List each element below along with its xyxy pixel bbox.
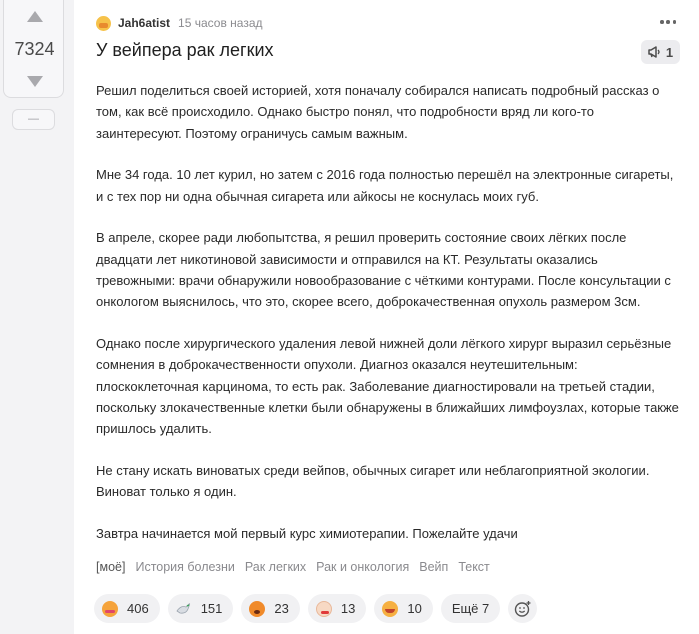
paragraph: Решил поделиться своей историей, хотя поначалу собирался написать подробный рассказ о том, как всё происходило. Однако быстро понял, что подробности вряд ли кого-то заинтересуют. Поэтому ограничусь самым важным. [96,83,660,141]
paragraph: Завтра начинается мой первый курс химиотерапии. Пожелайте удачи [96,526,518,542]
post-card [74,0,699,634]
hug-emoji-icon [102,601,118,617]
upvote-arrow-icon[interactable] [27,11,43,22]
avatar[interactable] [96,16,111,31]
tag[interactable]: Вейп [419,560,449,574]
post-title[interactable]: У вейпера рак легких [96,40,274,60]
megaphone-icon [648,46,661,58]
paragraph: Мне 34 года. 10 лет курил, но затем с 2016 года полностью перешёл на электронные сигареты, и с тех пор ни одна обычная сигарета или айкосы не коснулась моих губ. [96,167,674,204]
saves-count: 1 [665,44,674,60]
post-header [96,14,263,32]
tag[interactable]: Рак легких [244,560,307,574]
sad-emoji-icon [249,601,265,617]
laugh-emoji-icon [382,601,398,617]
tag-own[interactable]: [моё] [96,560,126,574]
more-reactions-button[interactable]: Ещё 7 [441,594,500,623]
clown-emoji-icon [316,601,332,617]
reaction-count: 406 [127,601,149,616]
dove-emoji-icon [176,601,192,617]
tag[interactable]: Текст [458,560,490,574]
paragraph: Не стану искать виноватых среди вейпов, обычных сигарет или неблагоприятной экологии. Виноват только я один. [96,463,650,500]
saves-button[interactable] [641,40,680,64]
post-time: 15 часов назад [178,16,263,30]
post-body [96,80,680,565]
reaction-count: 13 [340,601,356,616]
paragraph: Однако после хирургического удаления левой нижней доли лёгкого хирург выразил серьёзные сомнения в доброкачественности опухоли. Диагноз оказался неутешительным: плоскоклеточная карцинома, то есть рак. Заболевание диагностировали на третьей стадии, поскольку злокачественные клетки были обнаружены в ближайших лимфоузлах, которые также пришлось удалить. [96,336,679,437]
add-emoji-icon [514,600,532,618]
collapse-button[interactable]: — [12,109,55,130]
reactions-bar [94,594,537,623]
reaction-button[interactable] [94,594,160,623]
tag[interactable]: Рак и онкология [316,560,410,574]
tags-list [96,560,490,574]
more-options-icon[interactable] [660,20,676,24]
tag[interactable]: История болезни [135,560,235,574]
downvote-arrow-icon[interactable] [27,76,43,87]
reaction-count: 23 [274,601,289,616]
rating-value: 7324 [14,39,55,59]
paragraph: В апреле, скорее ради любопытства, я решил проверить состояние своих лёгких после двадцати лет никотиновой зависимости и отправился на КТ. Результаты оказались тревожными: врачи обнаружили новообразование с чёткими контурами. После консультации с онкологом выяснилось, что это, скорее всего, доброкачественная опухоль размером 3см. [96,230,671,310]
reaction-button[interactable] [241,594,299,623]
author-name[interactable]: Jah6atist [118,16,171,30]
reaction-count: 151 [200,601,223,616]
reaction-count: 10 [407,601,422,616]
add-reaction-button[interactable] [508,594,537,623]
reaction-button[interactable] [374,594,432,623]
reaction-button[interactable] [168,594,234,623]
rating-box [3,0,64,98]
reaction-button[interactable] [308,594,366,623]
